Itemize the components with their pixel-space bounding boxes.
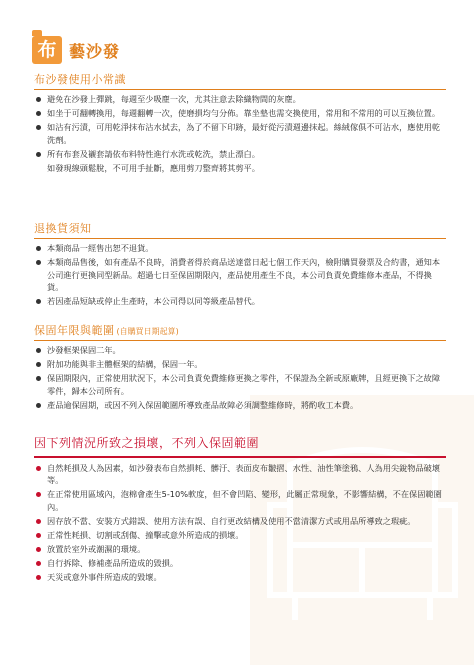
return-policy-list xyxy=(34,242,446,308)
list-item xyxy=(34,256,446,294)
list-item-text: 附加功能與非主體框架的結構，保固一年。 xyxy=(47,359,203,369)
exclusions-list xyxy=(34,462,446,584)
list-item xyxy=(34,557,446,570)
list-item xyxy=(34,515,446,528)
list-item xyxy=(34,148,446,161)
warranty-list xyxy=(34,344,446,411)
list-item-text: 放置於室外或潮濕的環境。 xyxy=(47,543,146,554)
list-item-text: 避免在沙發上彈跳，每週至少吸塵一次，尤其注意去除織物間的灰塵。 xyxy=(47,94,301,104)
list-item xyxy=(34,372,446,397)
page-title: 藝沙發 xyxy=(69,41,121,61)
list-item-text: 在正常使用區域內，泡棉會產生5-10%軟度，但不會凹陷、變形，此屬正常現象，不影響結構，不在保固範圍內。 xyxy=(47,489,442,512)
bullet-icon xyxy=(36,561,41,566)
bullet-icon xyxy=(36,362,41,367)
list-item-text: 本類商品一經售出恕不退貨。 xyxy=(47,243,154,253)
list-item-text: 正常性耗損、切割或刮傷、撞擊或意外所造成的損壞。 xyxy=(47,529,244,540)
list-item-text: 所有布套及襯套請依布料特性進行水洗或乾洗，禁止漂白。 xyxy=(47,148,260,159)
list-item xyxy=(34,571,446,584)
bullet-icon xyxy=(36,466,41,471)
bullet-icon xyxy=(36,575,41,580)
section-title: 保固年限與範圍 xyxy=(34,324,115,337)
list-item-text: 天災或意外事件所造成的毀壞。 xyxy=(47,571,162,582)
bullet-icon xyxy=(36,519,41,524)
section-heading xyxy=(34,322,446,341)
section-usage-tips xyxy=(34,71,446,174)
section-warranty xyxy=(34,322,446,413)
bullet-icon xyxy=(36,547,41,552)
bullet-icon xyxy=(36,492,41,497)
list-item-text: 產品逾保固期，或因不列入保固範圍所導致產品故障必須調整維修時，將酌收工本費。 xyxy=(47,399,359,410)
section-heading xyxy=(34,434,446,453)
list-item xyxy=(34,399,446,412)
list-item xyxy=(34,93,446,106)
section-title: 因下列情況所致之損壞，不列入保固範圍 xyxy=(34,436,260,450)
list-item-text: 因存放不當、安裝方式錯誤、使用方法有誤、自行更改結構及使用不當清潔方式或用品所導致之瑕疵。 xyxy=(47,515,416,526)
bullet-icon xyxy=(36,533,41,538)
page-header xyxy=(32,36,120,64)
list-item-text: 保固期限內，正常使用狀況下，本公司負責免費維修更換之零件，不保證為全新或原廠牌，且經更換下之故障零件，歸本公司所有。 xyxy=(47,373,441,396)
bullet-icon xyxy=(36,376,41,381)
list-item-text: 自然耗損及人為因素，如沙發表布自然損耗、髒汙、表面皮布皺摺、水性、油性筆塗鴉、人為用尖銳物品破壞等。 xyxy=(47,462,441,486)
list-item-text: 本類商品售後，如有產品不良時，消費者得於商品送達當日起七個工作天內，檢附購買發票及合約書，通知本公司進行更換同型新品。超過七日至保固期限內，產品使用產生不良，本公司負責免費維修本產品，不得換貨。 xyxy=(47,257,441,292)
bullet-icon xyxy=(36,348,41,353)
section-warranty-exclusions xyxy=(34,434,446,585)
bullet-icon xyxy=(36,125,41,130)
logo-character: 布 xyxy=(37,38,57,61)
bullet-icon xyxy=(36,152,41,157)
list-item xyxy=(34,242,446,255)
bullet-icon xyxy=(36,111,41,116)
list-item xyxy=(34,488,446,513)
list-item xyxy=(34,295,446,308)
bullet-icon xyxy=(36,299,41,304)
list-item-text: 若因產品短缺或停止生產時，本公司得以同等級產品替代。 xyxy=(47,296,260,306)
category-logo xyxy=(32,36,62,64)
section-heading xyxy=(34,220,446,239)
usage-note: 如發現線頭鬆脫，不可用手扯斷，應用剪刀整齊將其剪平。 xyxy=(47,162,260,173)
list-item-text: 如坐于可翻轉換用，每週翻轉一次，使磨損均勻分佈。靠坐墊也需交換使用，常用和不常用的可以互換位置。 xyxy=(47,108,441,118)
section-return-policy xyxy=(34,220,446,309)
list-item xyxy=(34,529,446,542)
list-item-text: 沙發框架保固二年。 xyxy=(47,345,121,355)
section-heading xyxy=(34,71,446,90)
list-item xyxy=(34,358,446,371)
bullet-icon xyxy=(36,97,41,102)
section-subtitle: (自購買日期起算) xyxy=(116,327,179,336)
section-title: 退換貨須知 xyxy=(34,222,92,235)
list-item xyxy=(34,121,446,146)
list-item xyxy=(34,107,446,120)
section-title: 布沙發使用小常識 xyxy=(34,73,126,86)
usage-tips-list xyxy=(34,93,446,160)
bullet-icon xyxy=(36,246,41,251)
bullet-icon xyxy=(36,403,41,408)
list-item xyxy=(34,543,446,556)
bullet-icon xyxy=(36,260,41,265)
list-item xyxy=(34,344,446,357)
section-divider xyxy=(34,456,446,458)
list-item-text: 自行拆除、修補產品所造成的毀損。 xyxy=(47,557,179,568)
list-item-text: 如沾有污漬，可用乾淨抹布沾水拭去，為了不留下印跡，最好從污漬週邊抹起。絲絨傢俱不可沾水，應使用乾洗劑。 xyxy=(47,122,441,145)
list-item xyxy=(34,462,446,487)
